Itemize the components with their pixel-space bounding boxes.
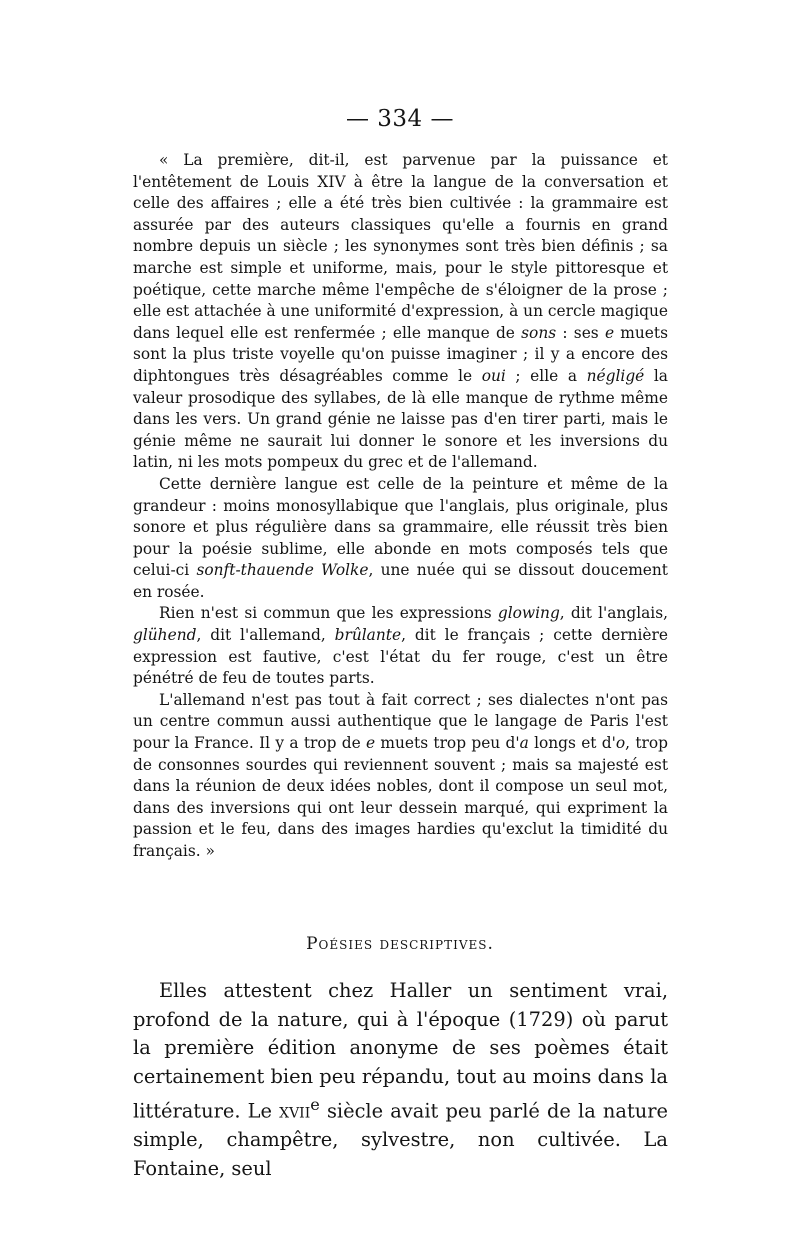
body-text	[133, 977, 668, 1184]
italic-text: brûlante	[334, 626, 402, 645]
text-run: longs et d'	[528, 734, 616, 753]
text-run: Cette dernière langue est celle de la peinture et même de la grandeur : moins monosyllabique que l'anglais, plus originale, plus sonore et plus régulière dans sa grammaire, elle réussit très bien pour la poésie sublime, elle abonde en mots composés tels que celui-ci	[133, 474, 668, 580]
text-run: Elles attestent chez Haller un sentiment vrai, profond de la nature, qui à l'époque (1729) où parut la première édition anonyme de ses poèmes était certainement bien peu répandu, tout au moins dans la littérature. Le	[133, 979, 668, 1123]
text-run: : ses	[556, 323, 605, 342]
text-run: , dit le français ; cette dernière expression est fautive, c'est l'état du fer rouge, c'est un être pénétré de feu de toutes parts.	[133, 626, 668, 688]
text-run: , dit l'allemand,	[196, 626, 335, 645]
italic-text: e	[366, 734, 376, 753]
italic-text: négligé	[586, 366, 645, 385]
text-run: ; elle a	[505, 366, 587, 385]
superscript-text: e	[310, 1095, 320, 1115]
text-run: , trop de consonnes sourdes qui reviennent souvent ; mais sa majesté est dans la réunion de deux idées nobles, dont il compose un seul mot, dans des inversions qui ont leur dessein marqué, qui expriment la passion et le feu, dans des images hardies qu'exclut la timidité du français. »	[133, 734, 668, 860]
small-caps-text: xvii	[279, 1099, 311, 1123]
italic-text: sonft-thauende Wolke	[196, 561, 369, 580]
paragraph	[133, 150, 668, 474]
paragraph	[133, 603, 668, 689]
italic-text: glühend	[133, 626, 197, 645]
text-run: « La première, dit-il, est parvenue par la puissance et l'entêtement de Louis XIV à être la langue de la conversation et celle des affaires ; elle a été très bien cultivée : la grammaire est assurée par des auteurs classiques qu'elle a fournis en grand nombre depuis un siècle ; les synonymes sont très bien définis ; sa marche est simple et uniforme, mais, pour le style pittoresque et poétique, cette marche même l'empêche de s'éloigner de la prose ; elle est attachée à une uniformité d'expression, à un cercle magique dans lequel elle est renfermée ; elle manque de	[133, 151, 668, 342]
text-run: Rien n'est si commun que les expressions	[159, 604, 498, 623]
text-run: muets sont la plus triste voyelle qu'on puisse imaginer ; il y a encore des diphtongues très désagréables comme le	[133, 323, 668, 385]
page-number: — 334 —	[345, 106, 455, 132]
text-run: muets trop peu d'	[375, 734, 520, 753]
text-run: , une nuée qui se dissout doucement en rosée.	[133, 561, 668, 601]
italic-text: o	[615, 734, 626, 753]
text-run: L'allemand n'est pas tout à fait correct ; ses dialectes n'ont pas un centre commun aussi authentique que le langage de Paris l'est pour la France. Il y a trop de	[133, 690, 668, 753]
text-run: siècle avait peu parlé de la nature simple, champêtre, sylvestre, non cultivée. La Fontaine, seul	[133, 1099, 668, 1181]
paragraph	[133, 690, 668, 863]
quoted-passage	[133, 150, 668, 863]
section-heading: Poésies descriptives.	[306, 934, 494, 954]
italic-text: glowing	[497, 604, 560, 623]
text-run: , dit l'anglais,	[559, 604, 669, 623]
italic-text: a	[519, 734, 529, 753]
paragraph	[133, 474, 668, 604]
italic-text: sons	[521, 323, 557, 342]
paragraph	[133, 977, 668, 1184]
text-run: la valeur prosodique des syllabes, de là elle manque de rythme même dans les vers. Un grand génie ne laisse pas d'en tirer parti, mais le génie même ne saurait lui donner le sonore et les inversions du latin, ni les mots pompeux du grec et de l'allemand.	[133, 366, 668, 472]
italic-text: oui	[481, 366, 506, 385]
italic-text: e	[604, 323, 615, 342]
